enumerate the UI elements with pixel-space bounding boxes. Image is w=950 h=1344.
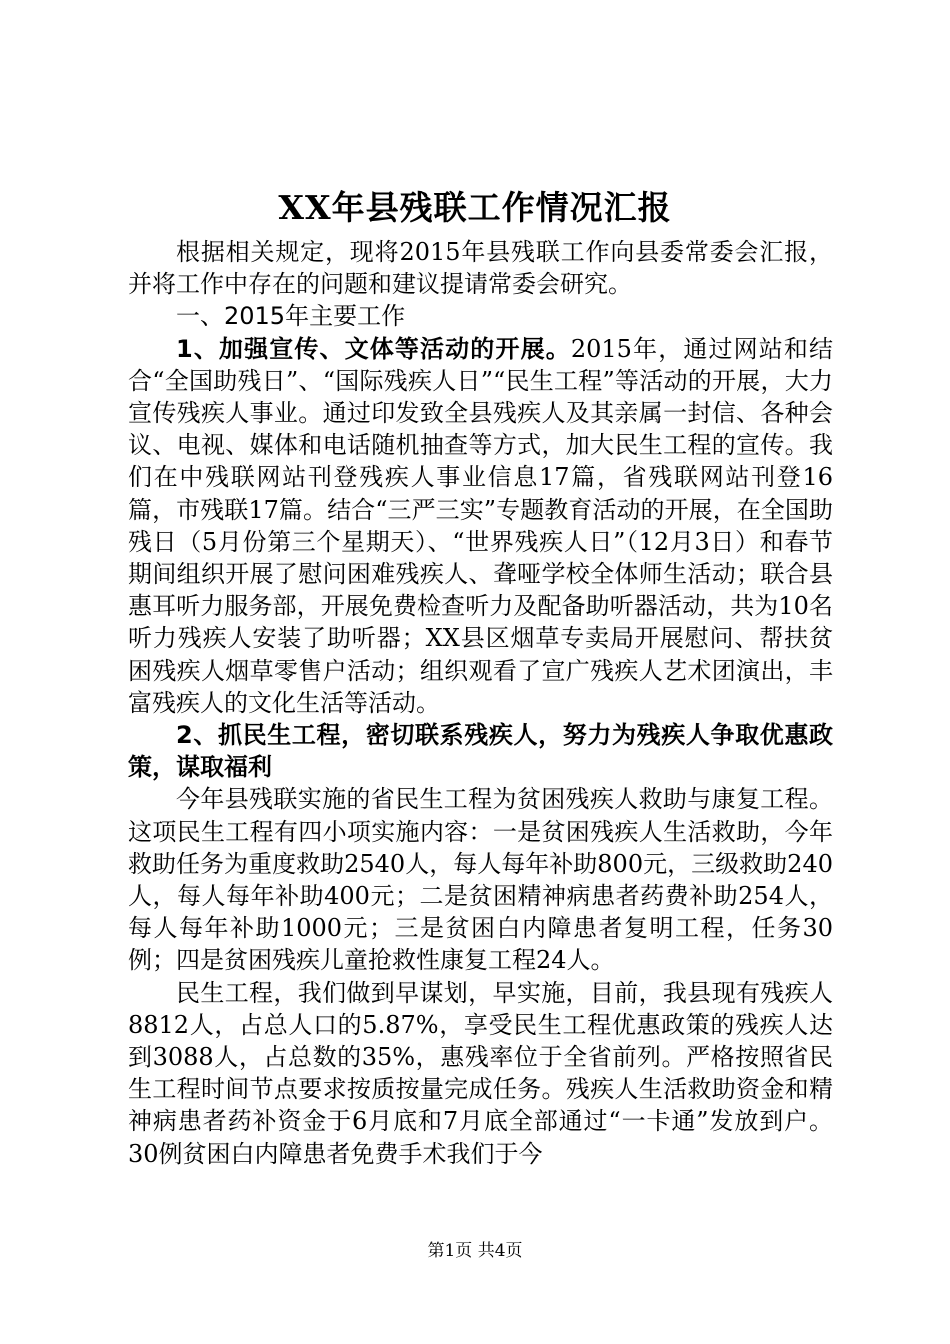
item2-paragraph-2: 民生工程，我们做到早谋划，早实施，目前，我县现有残疾人8812人，占总人口的5.87%，享受民生工程优惠政策的残疾人达到3088人，占总数的35%，惠残率位于全省前列。严格按照省民生工程时间节点要求按质按量完成任务。残疾人生活救助资金和精神病患者药补资金于6月底和7月底全部通过“一卡通”发放到户。30例贫困白内障患者免费手术我们于今 bbox=[128, 978, 833, 1168]
document-body bbox=[128, 236, 833, 1170]
item2-paragraph-1: 今年县残联实施的省民生工程为贫困残疾人救助与康复工程。这项民生工程有四小项实施内容：一是贫困残疾人生活救助，今年救助任务为重度救助2540人，每人每年补助800元，三级救助240人，每人每年补助400元；二是贫困精神病患者药费补助254人，每人每年补助1000元；三是贫困白内障患者复明工程，任务30例；四是贫困残疾儿童抢救性康复工程24人。 bbox=[128, 785, 833, 975]
item1-body: 2015年，通过网站和结合“全国助残日”、“国际残疾人日”“民生工程”等活动的开展，大力宣传残疾人事业。通过印发致全县残疾人及其亲属一封信、各种会议、电视、媒体和电话随机抽查等方式，加大民生工程的宣传。我们在中残联网站刊登残疾人事业信息17篇，省残联网站刊登16篇，市残联17篇。结合“三严三实”专题教育活动的开展，在全国助残日（5月份第三个星期天）、“世界残疾人日”（12月3日）和春节期间组织开展了慰问困难残疾人、聋哑学校全体师生活动；联合县惠耳听力服务部，开展免费检查听力及配备助听器活动，共为10名听力残疾人安装了助听器；XX县区烟草专卖局开展慰问、帮扶贫困残疾人烟草零售户活动；组织观看了宣广残疾人艺术团演出，丰富残疾人的文化生活等活动。 bbox=[128, 334, 834, 717]
item1-lead: 1、加强宣传、文体等活动的开展。 bbox=[176, 334, 571, 363]
item1-paragraph bbox=[128, 333, 833, 719]
item2-heading: 2、抓民生工程，密切联系残疾人，努力为残疾人争取优惠政策，谋取福利 bbox=[128, 721, 833, 782]
intro-paragraph: 根据相关规定，现将2015年县残联工作向县委常委会汇报，并将工作中存在的问题和建议提请常委会研究。 bbox=[128, 238, 833, 299]
document-title: XX年县残联工作情况汇报 bbox=[278, 188, 672, 227]
section-heading: 一、2015年主要工作 bbox=[176, 302, 406, 331]
page-number-footer: 第1页 共4页 bbox=[427, 1241, 523, 1261]
